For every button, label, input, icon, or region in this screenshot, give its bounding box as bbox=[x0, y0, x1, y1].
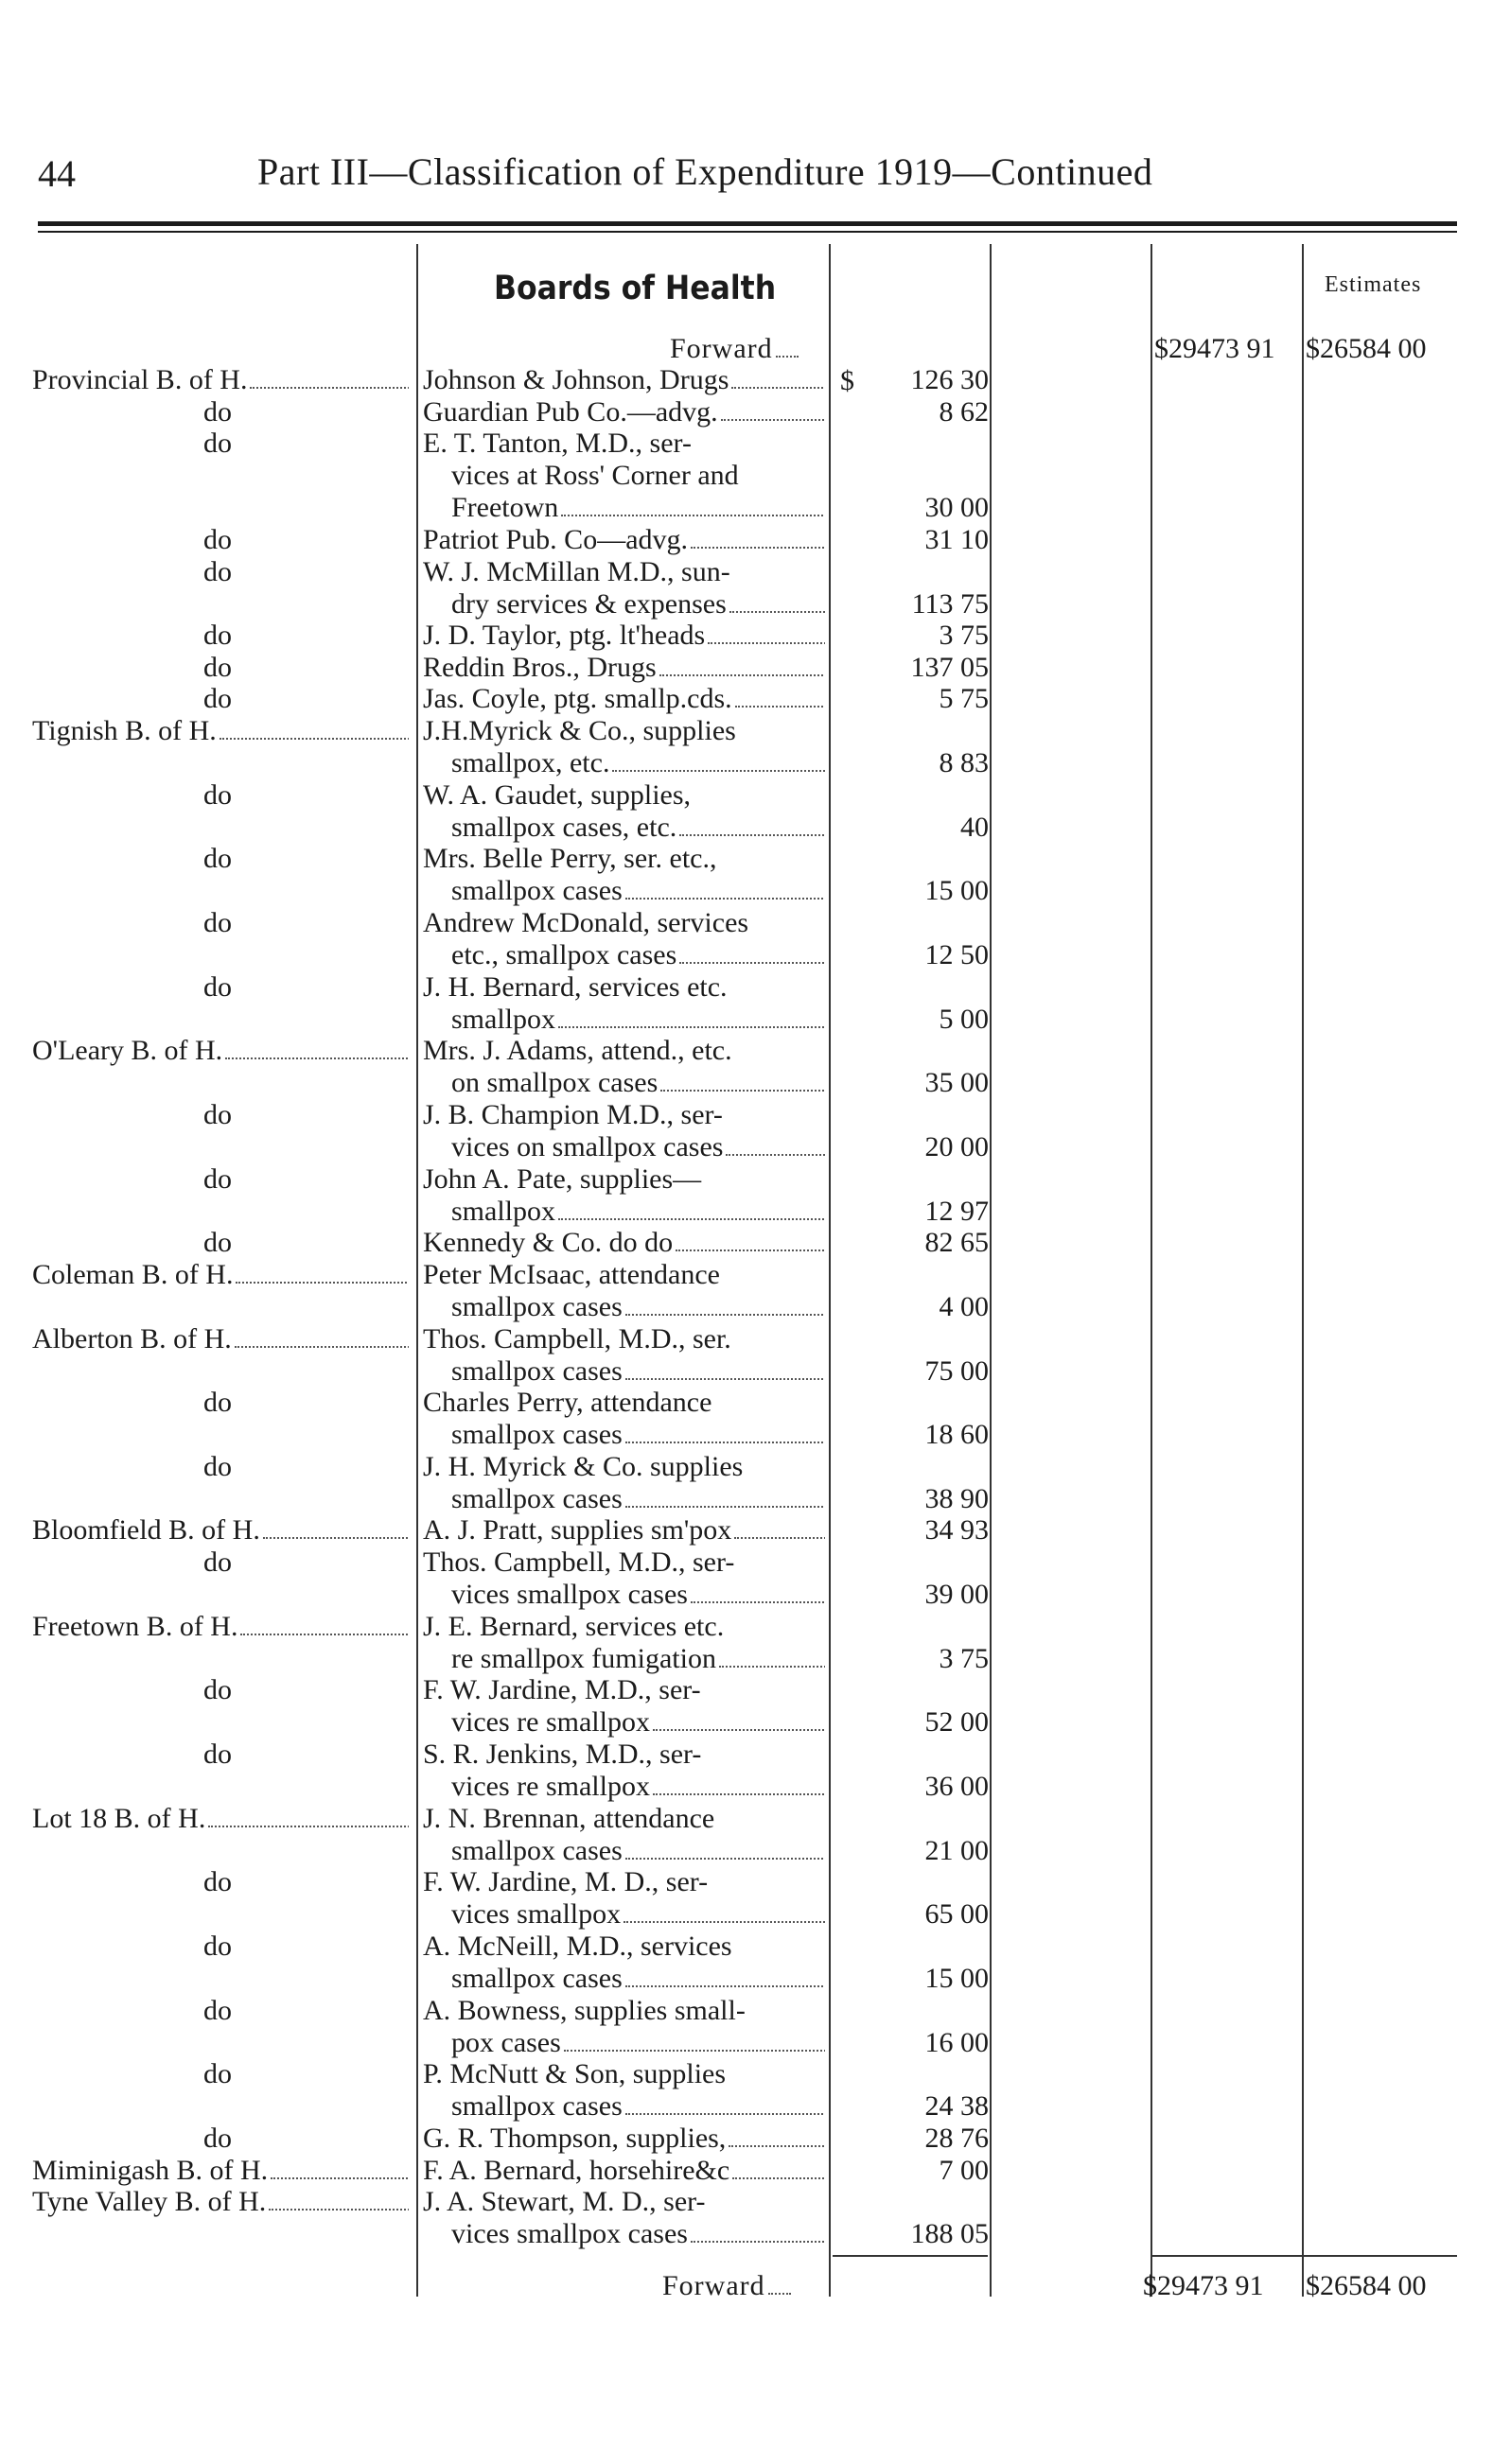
board-name bbox=[32, 1259, 409, 1291]
amount: 39 00 bbox=[924, 1579, 989, 1611]
payee-description bbox=[423, 2186, 825, 2250]
estimates-column-label: Estimates bbox=[1325, 272, 1422, 297]
description-line bbox=[423, 1514, 825, 1547]
description-text: Mrs. J. Adams, attend., etc. bbox=[423, 1035, 732, 1067]
amount-total-rule bbox=[833, 2255, 988, 2257]
amount: 65 00 bbox=[924, 1898, 989, 1931]
payee-description bbox=[423, 1259, 825, 1323]
payee-description bbox=[423, 652, 825, 684]
description-line bbox=[423, 2090, 825, 2123]
board-name-text: do bbox=[203, 395, 232, 428]
description-text: smallpox, etc. bbox=[451, 747, 610, 779]
board-name-text: Bloomfield B. of H. bbox=[32, 1514, 260, 1547]
description-line bbox=[423, 1483, 825, 1515]
description-text: W. J. McMillan M.D., sun- bbox=[423, 555, 730, 587]
description-text: Freetown bbox=[451, 492, 559, 524]
board-name-text: Tyne Valley B. of H. bbox=[32, 2186, 267, 2218]
amount: 8 62 bbox=[939, 395, 989, 428]
board-name bbox=[32, 1514, 409, 1547]
amount: 12 50 bbox=[924, 939, 989, 971]
forward-top-label: Forward bbox=[670, 333, 773, 364]
description-line bbox=[423, 1995, 825, 2027]
payee-description bbox=[423, 1674, 825, 1739]
description-text: smallpox cases bbox=[451, 1962, 623, 1994]
description-text: P. McNutt & Son, supplies bbox=[423, 2058, 727, 2090]
description-text: F. W. Jardine, M.D., ser- bbox=[423, 1674, 701, 1706]
amount: 20 00 bbox=[924, 1130, 989, 1162]
board-name-text: do bbox=[203, 2058, 232, 2090]
board-name-text: Tignish B. of H. bbox=[32, 715, 217, 747]
description-text: Thos. Campbell, M.D., ser- bbox=[423, 1547, 735, 1579]
description-text: W. A. Gaudet, supplies, bbox=[423, 778, 692, 811]
table-row bbox=[0, 1035, 1493, 1099]
table-row bbox=[0, 2155, 1493, 2187]
board-name-text: do bbox=[203, 428, 232, 460]
description-line bbox=[423, 2186, 825, 2218]
description-line bbox=[423, 1259, 825, 1291]
description-text: smallpox bbox=[451, 1003, 555, 1035]
forward-bottom-total: $29473 91 bbox=[1143, 2270, 1264, 2301]
description-text: etc., smallpox cases bbox=[451, 939, 677, 971]
board-name-text: Alberton B. of H. bbox=[32, 1322, 232, 1354]
amount: 24 38 bbox=[924, 2090, 989, 2123]
amount: 3 75 bbox=[939, 620, 989, 652]
description-text: A. Bowness, supplies small- bbox=[423, 1994, 746, 2026]
amount: 35 00 bbox=[924, 1067, 989, 1099]
payee-description bbox=[423, 907, 825, 971]
payee-description bbox=[423, 1035, 825, 1099]
table-row bbox=[0, 364, 1493, 396]
table-row bbox=[0, 683, 1493, 715]
description-text: J. B. Champion M.D., ser- bbox=[423, 1098, 723, 1130]
board-name bbox=[32, 715, 409, 747]
payee-description bbox=[423, 2123, 825, 2155]
description-text: J. N. Brennan, attendance bbox=[423, 1802, 715, 1834]
amount: 4 00 bbox=[939, 1290, 989, 1322]
payee-description bbox=[423, 620, 825, 652]
header-rule-thick bbox=[38, 221, 1457, 226]
board-name-text: Coleman B. of H. bbox=[32, 1258, 234, 1290]
payee-description bbox=[423, 1931, 825, 1995]
description-text: Reddin Bros., Drugs bbox=[423, 651, 657, 683]
payee-description bbox=[423, 2058, 825, 2123]
description-line bbox=[423, 2123, 825, 2155]
payee-description bbox=[423, 364, 825, 396]
payee-description bbox=[423, 1547, 825, 1611]
description-text: S. R. Jenkins, M.D., ser- bbox=[423, 1739, 702, 1771]
description-text: Kennedy & Co. do do bbox=[423, 1227, 674, 1259]
table-row bbox=[0, 1866, 1493, 1931]
board-name-text: do bbox=[203, 907, 232, 939]
amount: 7 00 bbox=[939, 2154, 989, 2186]
description-text: Johnson & Johnson, Drugs bbox=[423, 364, 729, 395]
description-line bbox=[423, 428, 825, 460]
section-title: Boards of Health bbox=[494, 270, 777, 307]
description-line bbox=[423, 779, 825, 812]
description-text: J. E. Bernard, services etc. bbox=[423, 1610, 725, 1642]
board-name-text: do bbox=[203, 1994, 232, 2026]
description-line bbox=[423, 1451, 825, 1483]
description-text: smallpox cases bbox=[451, 2090, 623, 2123]
payee-description bbox=[423, 1163, 825, 1228]
board-name bbox=[32, 1803, 409, 1835]
description-line bbox=[423, 812, 825, 844]
description-line bbox=[423, 1803, 825, 1835]
amount: 188 05 bbox=[910, 2218, 989, 2250]
forward-bottom-row bbox=[662, 2270, 791, 2302]
description-line bbox=[423, 1547, 825, 1579]
board-name-text: do bbox=[203, 1866, 232, 1898]
description-text: F. W. Jardine, M. D., ser- bbox=[423, 1866, 709, 1898]
description-text: dry services & expenses bbox=[451, 587, 727, 620]
description-text: smallpox cases bbox=[451, 875, 623, 907]
payee-description bbox=[423, 1323, 825, 1388]
amount: 12 97 bbox=[924, 1195, 989, 1227]
description-line bbox=[423, 907, 825, 939]
board-name bbox=[32, 1035, 409, 1067]
description-line bbox=[423, 652, 825, 684]
board-name bbox=[32, 2155, 409, 2187]
table-row bbox=[0, 2186, 1493, 2250]
amount: 126 30 bbox=[910, 364, 989, 395]
description-text: smallpox bbox=[451, 1195, 555, 1227]
description-line bbox=[423, 524, 825, 556]
board-name-text: do bbox=[203, 970, 232, 1003]
amount: 113 75 bbox=[911, 587, 989, 620]
board-name-text: do bbox=[203, 1098, 232, 1130]
description-line bbox=[423, 2027, 825, 2059]
board-name-text: Freetown B. of H. bbox=[32, 1610, 238, 1642]
description-text: A. J. Pratt, supplies sm'pox bbox=[423, 1514, 732, 1547]
board-name-text: do bbox=[203, 1739, 232, 1771]
header-rule-thin bbox=[38, 231, 1457, 233]
table-row bbox=[0, 1163, 1493, 1228]
table-row bbox=[0, 2058, 1493, 2123]
description-line bbox=[423, 1196, 825, 1228]
payee-description bbox=[423, 1739, 825, 1803]
table-row bbox=[0, 396, 1493, 428]
board-name-text: do bbox=[203, 2122, 232, 2154]
description-text: A. McNeill, M.D., services bbox=[423, 1930, 732, 1962]
amount: 5 00 bbox=[939, 1003, 989, 1035]
description-line bbox=[423, 1771, 825, 1803]
payee-description bbox=[423, 1803, 825, 1867]
table-row bbox=[0, 1611, 1493, 1675]
table-row bbox=[0, 1099, 1493, 1163]
description-text: Guardian Pub Co.—advg. bbox=[423, 395, 718, 428]
description-line bbox=[423, 396, 825, 428]
description-line bbox=[423, 1131, 825, 1163]
amount: 15 00 bbox=[924, 1962, 989, 1994]
payee-description bbox=[423, 1866, 825, 1931]
description-line bbox=[423, 492, 825, 524]
table-row bbox=[0, 556, 1493, 620]
description-line bbox=[423, 1835, 825, 1867]
table-row bbox=[0, 1387, 1493, 1451]
payee-description bbox=[423, 524, 825, 556]
description-text: J. A. Stewart, M. D., ser- bbox=[423, 2186, 706, 2218]
page-number: 44 bbox=[38, 152, 76, 195]
table-row bbox=[0, 1514, 1493, 1547]
amount: 8 83 bbox=[939, 747, 989, 779]
board-name-text: do bbox=[203, 1162, 232, 1195]
payee-description bbox=[423, 971, 825, 1036]
payee-description bbox=[423, 715, 825, 779]
description-text: Charles Perry, attendance bbox=[423, 1387, 712, 1419]
description-line bbox=[423, 556, 825, 588]
description-line bbox=[423, 1035, 825, 1067]
board-name bbox=[32, 1611, 409, 1643]
description-line bbox=[423, 683, 825, 715]
amount: 21 00 bbox=[924, 1834, 989, 1866]
board-name-text: Provincial B. of H. bbox=[32, 364, 248, 395]
description-line bbox=[423, 1674, 825, 1706]
totals-rule bbox=[1150, 2255, 1457, 2257]
board-name-text: do bbox=[203, 1450, 232, 1482]
amount: 82 65 bbox=[924, 1227, 989, 1259]
board-name-text: do bbox=[203, 620, 232, 652]
description-line bbox=[423, 2218, 825, 2250]
description-text: on smallpox cases bbox=[451, 1067, 659, 1099]
table-row bbox=[0, 1803, 1493, 1867]
description-line bbox=[423, 1291, 825, 1323]
board-name-text: Miminigash B. of H. bbox=[32, 2154, 269, 2186]
description-text: pox cases bbox=[451, 2026, 561, 2058]
description-line bbox=[423, 1739, 825, 1771]
board-name-text: do bbox=[203, 523, 232, 555]
table-row bbox=[0, 715, 1493, 779]
description-text: smallpox cases bbox=[451, 1834, 623, 1866]
payee-description bbox=[423, 1611, 825, 1675]
payee-description bbox=[423, 683, 825, 715]
table-row bbox=[0, 1259, 1493, 1323]
description-line bbox=[423, 1931, 825, 1963]
amount: 28 76 bbox=[924, 2122, 989, 2154]
board-name-text: do bbox=[203, 651, 232, 683]
table-row bbox=[0, 428, 1493, 524]
board-name-text: do bbox=[203, 843, 232, 875]
description-text: smallpox cases bbox=[451, 1354, 623, 1387]
table-row bbox=[0, 1931, 1493, 1995]
description-line bbox=[423, 939, 825, 971]
description-line bbox=[423, 1163, 825, 1196]
forward-top-estimate: $26584 00 bbox=[1306, 333, 1427, 364]
table-row bbox=[0, 652, 1493, 684]
board-name-text: do bbox=[203, 1547, 232, 1579]
description-text: vices re smallpox bbox=[451, 1706, 650, 1739]
description-text: J. H. Bernard, services etc. bbox=[423, 970, 728, 1003]
description-line bbox=[423, 1227, 825, 1259]
description-line bbox=[423, 2058, 825, 2090]
description-text: John A. Pate, supplies— bbox=[423, 1162, 702, 1195]
board-name bbox=[32, 1323, 409, 1355]
description-text: vices on smallpox cases bbox=[451, 1130, 724, 1162]
description-text: J. H. Myrick & Co. supplies bbox=[423, 1450, 744, 1482]
description-line bbox=[423, 620, 825, 652]
board-name-text: do bbox=[203, 683, 232, 715]
amount: 31 10 bbox=[924, 523, 989, 555]
payee-description bbox=[423, 779, 825, 844]
description-line bbox=[423, 1387, 825, 1419]
table-row bbox=[0, 1451, 1493, 1515]
description-text: Jas. Coyle, ptg. smallp.cds. bbox=[423, 683, 732, 715]
amount: 16 00 bbox=[924, 2026, 989, 2058]
description-text: E. T. Tanton, M.D., ser- bbox=[423, 428, 692, 460]
description-line bbox=[423, 364, 825, 396]
payee-description bbox=[423, 396, 825, 428]
description-text: Andrew McDonald, services bbox=[423, 907, 749, 939]
description-text: vices smallpox cases bbox=[451, 1579, 688, 1611]
amount: 30 00 bbox=[924, 492, 989, 524]
description-line bbox=[423, 843, 825, 875]
board-name-text: Lot 18 B. of H. bbox=[32, 1802, 206, 1834]
description-line bbox=[423, 875, 825, 907]
description-text: vices re smallpox bbox=[451, 1771, 650, 1803]
board-name-text: do bbox=[203, 1387, 232, 1419]
board-name-text: do bbox=[203, 555, 232, 587]
description-line bbox=[423, 1898, 825, 1931]
description-text: re smallpox fumigation bbox=[451, 1642, 716, 1674]
payee-description bbox=[423, 1227, 825, 1259]
description-text: J. D. Taylor, ptg. lt'heads bbox=[423, 620, 706, 652]
amount: 36 00 bbox=[924, 1771, 989, 1803]
table-row bbox=[0, 620, 1493, 652]
description-text: Peter McIsaac, attendance bbox=[423, 1258, 720, 1290]
payee-description bbox=[423, 2155, 825, 2187]
amount: 52 00 bbox=[924, 1706, 989, 1739]
board-name-text: do bbox=[203, 1227, 232, 1259]
table-row bbox=[0, 971, 1493, 1036]
description-line bbox=[423, 460, 825, 492]
payee-description bbox=[423, 1099, 825, 1163]
description-text: vices smallpox cases bbox=[451, 2218, 688, 2250]
table-row bbox=[0, 1547, 1493, 1611]
description-line bbox=[423, 1099, 825, 1131]
description-text: smallpox cases, etc. bbox=[451, 811, 677, 843]
description-line bbox=[423, 1419, 825, 1451]
description-line bbox=[423, 747, 825, 779]
payee-description bbox=[423, 1995, 825, 2059]
table-row bbox=[0, 524, 1493, 556]
table-row bbox=[0, 843, 1493, 907]
first-amount-dollar-sign: $ bbox=[840, 365, 854, 396]
payee-description bbox=[423, 1514, 825, 1547]
page-title: Part III—Classification of Expenditure 1919—Continued bbox=[257, 150, 1153, 193]
table-row bbox=[0, 907, 1493, 971]
amount: 34 93 bbox=[924, 1514, 989, 1547]
description-text: smallpox cases bbox=[451, 1290, 623, 1322]
amount: 40 bbox=[960, 811, 989, 843]
description-text: J.H.Myrick & Co., supplies bbox=[423, 715, 736, 747]
amount: 5 75 bbox=[939, 683, 989, 715]
forward-top-total: $29473 91 bbox=[1154, 333, 1275, 364]
payee-description bbox=[423, 556, 825, 620]
board-name bbox=[32, 2186, 409, 2218]
description-line bbox=[423, 1611, 825, 1643]
amount: 18 60 bbox=[924, 1419, 989, 1451]
table-row bbox=[0, 1323, 1493, 1388]
description-line bbox=[423, 1323, 825, 1355]
amount: 75 00 bbox=[924, 1354, 989, 1387]
amount: 137 05 bbox=[910, 651, 989, 683]
description-line bbox=[423, 1963, 825, 1995]
description-text: vices smallpox bbox=[451, 1898, 622, 1931]
description-line bbox=[423, 1004, 825, 1036]
description-text: Patriot Pub. Co—advg. bbox=[423, 523, 689, 555]
description-text: Thos. Campbell, M.D., ser. bbox=[423, 1322, 731, 1354]
amount: 38 90 bbox=[924, 1482, 989, 1514]
payee-description bbox=[423, 1387, 825, 1451]
board-name-text: do bbox=[203, 1674, 232, 1706]
description-text: Mrs. Belle Perry, ser. etc., bbox=[423, 843, 717, 875]
amount: 15 00 bbox=[924, 875, 989, 907]
forward-bottom-estimate: $26584 00 bbox=[1306, 2270, 1427, 2301]
table-row bbox=[0, 1674, 1493, 1739]
description-line bbox=[423, 971, 825, 1004]
board-name-text: do bbox=[203, 1930, 232, 1962]
board-name bbox=[32, 364, 409, 396]
description-line bbox=[423, 588, 825, 620]
description-text: smallpox cases bbox=[451, 1419, 623, 1451]
description-line bbox=[423, 1579, 825, 1611]
board-name-text: O'Leary B. of H. bbox=[32, 1035, 223, 1067]
description-line bbox=[423, 1067, 825, 1099]
table-row bbox=[0, 779, 1493, 844]
ledger-rows bbox=[0, 364, 1493, 2250]
table-row bbox=[0, 1227, 1493, 1259]
description-text: vices at Ross' Corner and bbox=[451, 460, 739, 492]
description-line bbox=[423, 2155, 825, 2187]
forward-bottom-label: Forward bbox=[662, 2270, 765, 2301]
payee-description bbox=[423, 428, 825, 524]
description-text: smallpox cases bbox=[451, 1482, 623, 1514]
board-name-text: do bbox=[203, 778, 232, 811]
description-line bbox=[423, 1643, 825, 1675]
amount: 3 75 bbox=[939, 1642, 989, 1674]
payee-description bbox=[423, 1451, 825, 1515]
description-line bbox=[423, 1866, 825, 1898]
description-text: F. A. Bernard, horsehire&c bbox=[423, 2154, 730, 2186]
forward-top-row bbox=[670, 333, 799, 365]
description-line bbox=[423, 1355, 825, 1388]
description-line bbox=[423, 1706, 825, 1739]
table-row bbox=[0, 2123, 1493, 2155]
payee-description bbox=[423, 843, 825, 907]
description-line bbox=[423, 715, 825, 747]
table-row bbox=[0, 1739, 1493, 1803]
table-row bbox=[0, 1995, 1493, 2059]
description-text: G. R. Thompson, supplies, bbox=[423, 2122, 727, 2154]
